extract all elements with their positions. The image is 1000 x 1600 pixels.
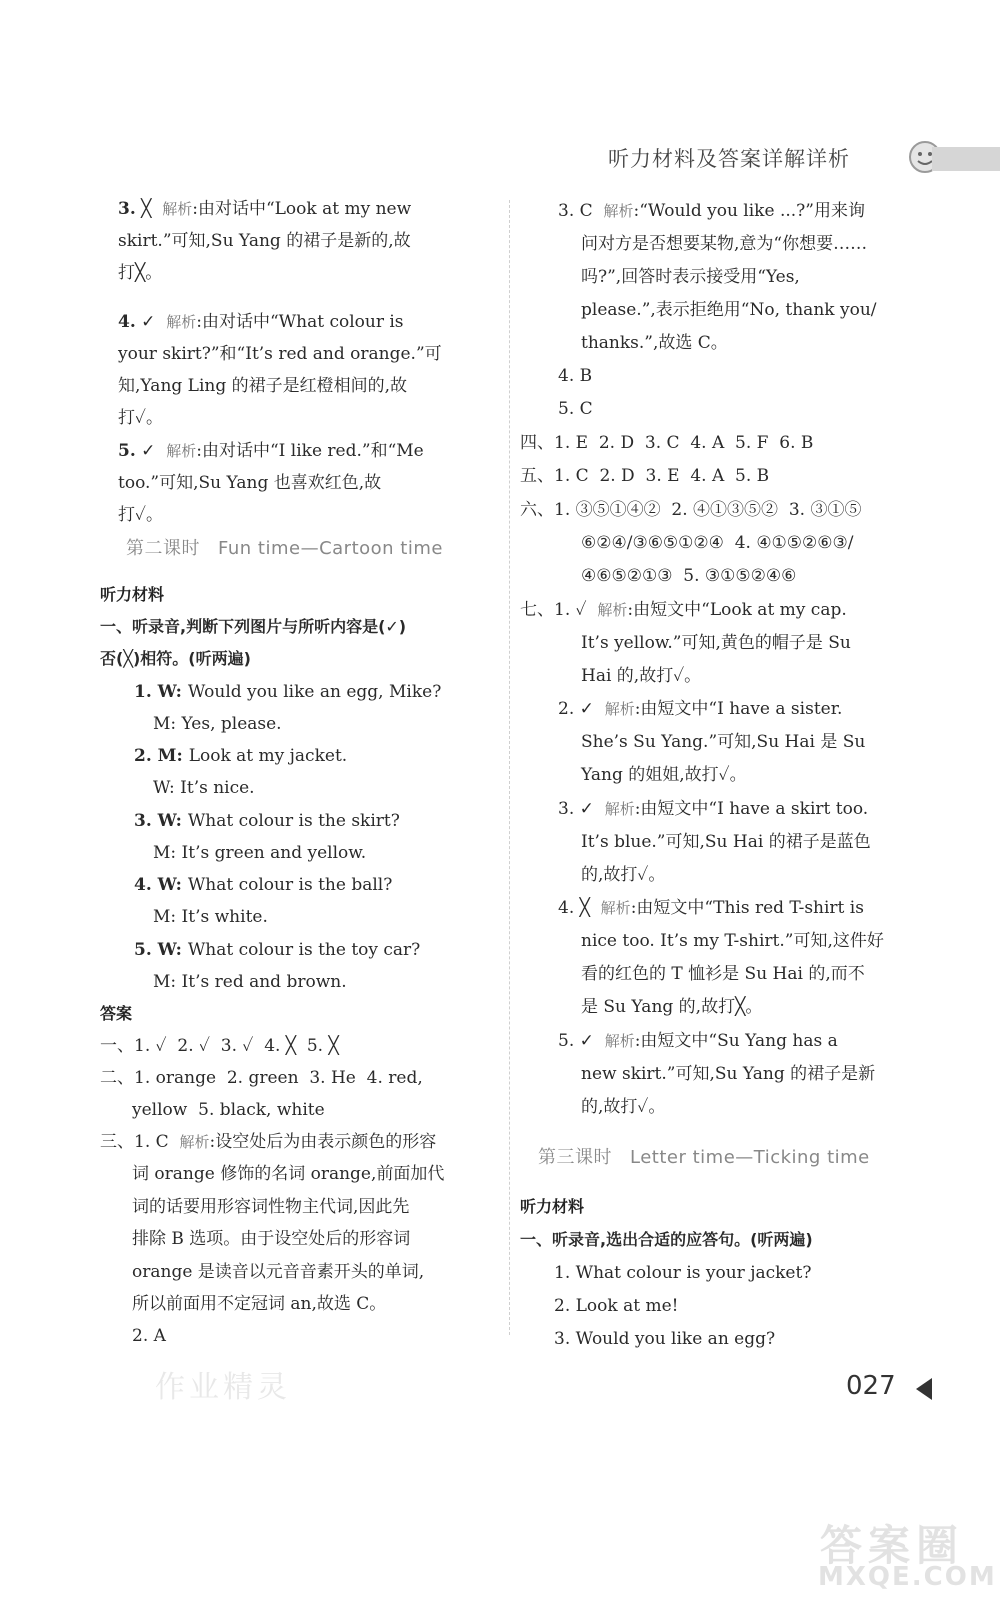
answer-line: 是 Su Yang 的,故打╳。 [581, 997, 763, 1017]
answer-line: nice too. It’s my T-shirt.”可知,这件好 [581, 931, 884, 951]
answer-line: 排除 B 选项。由于设空处后的形容词 [132, 1229, 411, 1249]
watermark-2: 答案圈 [820, 1521, 965, 1570]
speaker-prefix: M: [153, 843, 182, 863]
dialogue-line [134, 869, 392, 901]
text-line: 4. ✓ 解析:由对话中“What colour is [118, 312, 404, 332]
answer-line: 2. ✓ 解析:由短文中“I have a sister. [558, 699, 843, 719]
dialogue-line [153, 966, 347, 998]
speaker-prefix: W: [153, 778, 181, 798]
speaker-prefix: 1. W: [134, 682, 188, 702]
watermark-1: 作业精灵 [155, 1370, 291, 1405]
answer-line: 4. B [558, 366, 593, 386]
dialogue-line [134, 934, 420, 966]
dialogue-text: Would you like an egg, Mike? [187, 682, 442, 702]
lesson-3-en: Letter time—Ticking time [630, 1147, 870, 1168]
answer-line: 5. C [558, 399, 593, 419]
listening-item: 1. What colour is your jacket? [554, 1263, 812, 1283]
answer-line: 词 orange 修饰的名词 orange,前面加代 [132, 1164, 445, 1184]
lesson-2-en: Fun time—Cartoon time [218, 538, 443, 559]
text-line: 打✓。 [118, 505, 163, 525]
answer-line: please.”,表示拒绝用“No, thank you/ [581, 300, 877, 320]
text-line: 知,Yang Ling 的裙子是红橙相间的,故 [118, 376, 408, 396]
answer-line: 3. ✓ 解析:由短文中“I have a skirt too. [558, 799, 869, 819]
column-divider [509, 200, 510, 1335]
answer-line: orange 是读音以元音音素开头的单词, [132, 1262, 425, 1282]
dialogue-line [153, 837, 366, 869]
dialogue-text: It’s green and yellow. [181, 843, 367, 863]
dialogue-text: What colour is the ball? [187, 875, 393, 895]
answer-line: ⑥②④/③⑥⑤①②④ 4. ④①⑤②⑥③/ [581, 533, 854, 553]
answer-line: thanks.”,故选 C。 [581, 333, 728, 353]
page-number: 027 [846, 1371, 896, 1401]
section-answers: 答案 [100, 1004, 133, 1023]
listening-item: 3. Would you like an egg? [554, 1329, 776, 1349]
dialogue-line [153, 901, 268, 933]
dialogue-text: What colour is the skirt? [187, 811, 400, 831]
header-decor-bar [932, 147, 1000, 171]
dialogue-text: Yes, please. [181, 714, 282, 734]
answer-line: 5. ✓ 解析:由短文中“Su Yang has a [558, 1031, 838, 1051]
answer-line: 所以前面用不定冠词 an,故选 C。 [132, 1294, 387, 1314]
answer-line: 的,故打✓。 [581, 1097, 666, 1117]
section-listening-material: 听力材料 [100, 585, 165, 604]
speaker-prefix: M: [153, 714, 182, 734]
answer-line: yellow 5. black, white [132, 1100, 325, 1120]
answer-line: 三、1. C 解析:设空处后为由表示颜色的形容 [100, 1132, 437, 1152]
text-line: 3. ╳ 解析:由对话中“Look at my new [118, 199, 412, 219]
speaker-prefix: M: [153, 972, 182, 992]
answer-line: 词的话要用形容词性物主代词,因此先 [132, 1197, 410, 1217]
text-line: 打╳。 [118, 263, 163, 283]
answer-line: 一、1. ✓ 2. ✓ 3. ✓ 4. ╳ 5. ╳ [100, 1036, 339, 1056]
answer-line: 看的红色的 T 恤衫是 Su Hai 的,而不 [581, 964, 865, 984]
dialogue-line [134, 676, 441, 708]
speaker-prefix: 4. W: [134, 875, 188, 895]
dialogue-text: It’s red and brown. [181, 972, 347, 992]
lesson-3-cn: 第三课时 [538, 1147, 612, 1168]
running-header-title: 听力材料及答案详解详析 [608, 147, 850, 171]
answer-line: 的,故打✓。 [581, 865, 666, 885]
answer-line: Yang 的姐姐,故打✓。 [581, 765, 747, 785]
text-line: 打✓。 [118, 408, 163, 428]
listening-item: 2. Look at me! [554, 1296, 679, 1316]
question-1-title-line1: 一、听录音,判断下列图片与所听内容是(✓) [100, 617, 407, 636]
watermark-3: MXQE.COM [818, 1562, 997, 1592]
text-line: skirt.”可知,Su Yang 的裙子是新的,故 [118, 231, 411, 251]
speaker-prefix: 3. W: [134, 811, 188, 831]
lesson-2-cn: 第二课时 [126, 538, 200, 559]
dialogue-line [153, 708, 282, 740]
answer-line: Hai 的,故打✓。 [581, 666, 702, 686]
answer-line: 4. ╳ 解析:由短文中“This red T-shirt is [558, 898, 864, 918]
lesson-heading-3 [538, 1142, 870, 1174]
speaker-prefix: 5. W: [134, 940, 188, 960]
speaker-prefix: 2. M: [134, 746, 189, 766]
text-line: too.”可知,Su Yang 也喜欢红色,故 [118, 473, 382, 493]
page-arrow-icon [916, 1378, 932, 1400]
answer-line: 2. A [132, 1326, 166, 1346]
answer-line: 七、1. ✓ 解析:由短文中“Look at my cap. [520, 600, 847, 620]
text-line: your skirt?”和“It’s red and orange.”可 [118, 344, 442, 364]
dialogue-line [134, 805, 400, 837]
answer-line: 吗?”,回答时表示接受用“Yes, [581, 267, 800, 287]
answer-line: new skirt.”可知,Su Yang 的裙子是新 [581, 1064, 876, 1084]
right-question-1-title: 一、听录音,选出合适的应答句。(听两遍) [520, 1230, 813, 1249]
answer-line: 五、1. C 2. D 3. E 4. A 5. B [520, 466, 770, 486]
dialogue-text: It’s white. [181, 907, 268, 927]
answer-line: It’s blue.”可知,Su Hai 的裙子是蓝色 [581, 832, 871, 852]
answer-line: 问对方是否想要某物,意为“你想要…… [581, 234, 868, 254]
dialogue-text: What colour is the toy car? [187, 940, 421, 960]
lesson-heading-2 [126, 533, 443, 565]
text-line: 5. ✓ 解析:由对话中“I like red.”和“Me [118, 441, 424, 461]
answer-line: 二、1. orange 2. green 3. He 4. red, [100, 1068, 423, 1088]
speaker-prefix: M: [153, 907, 182, 927]
answer-line: 3. C 解析:“Would you like ...?”用来询 [558, 201, 865, 221]
dialogue-line [134, 740, 347, 772]
answer-line: She’s Su Yang.”可知,Su Hai 是 Su [581, 732, 866, 752]
question-1-title-line2: 否(╳)相符。(听两遍) [100, 649, 251, 668]
answer-line: 六、1. ③⑤①④② 2. ④①③⑤② 3. ③①⑤ [520, 500, 862, 520]
answer-line: 四、1. E 2. D 3. C 4. A 5. F 6. B [520, 433, 814, 453]
answer-line: ④⑥⑤②①③ 5. ③①⑤②④⑥ [581, 566, 797, 586]
dialogue-line [153, 772, 255, 804]
answer-line: It’s yellow.”可知,黄色的帽子是 Su [581, 633, 851, 653]
section-listening-material-2: 听力材料 [520, 1197, 585, 1216]
dialogue-text: Look at my jacket. [188, 746, 348, 766]
dialogue-text: It’s nice. [180, 778, 255, 798]
